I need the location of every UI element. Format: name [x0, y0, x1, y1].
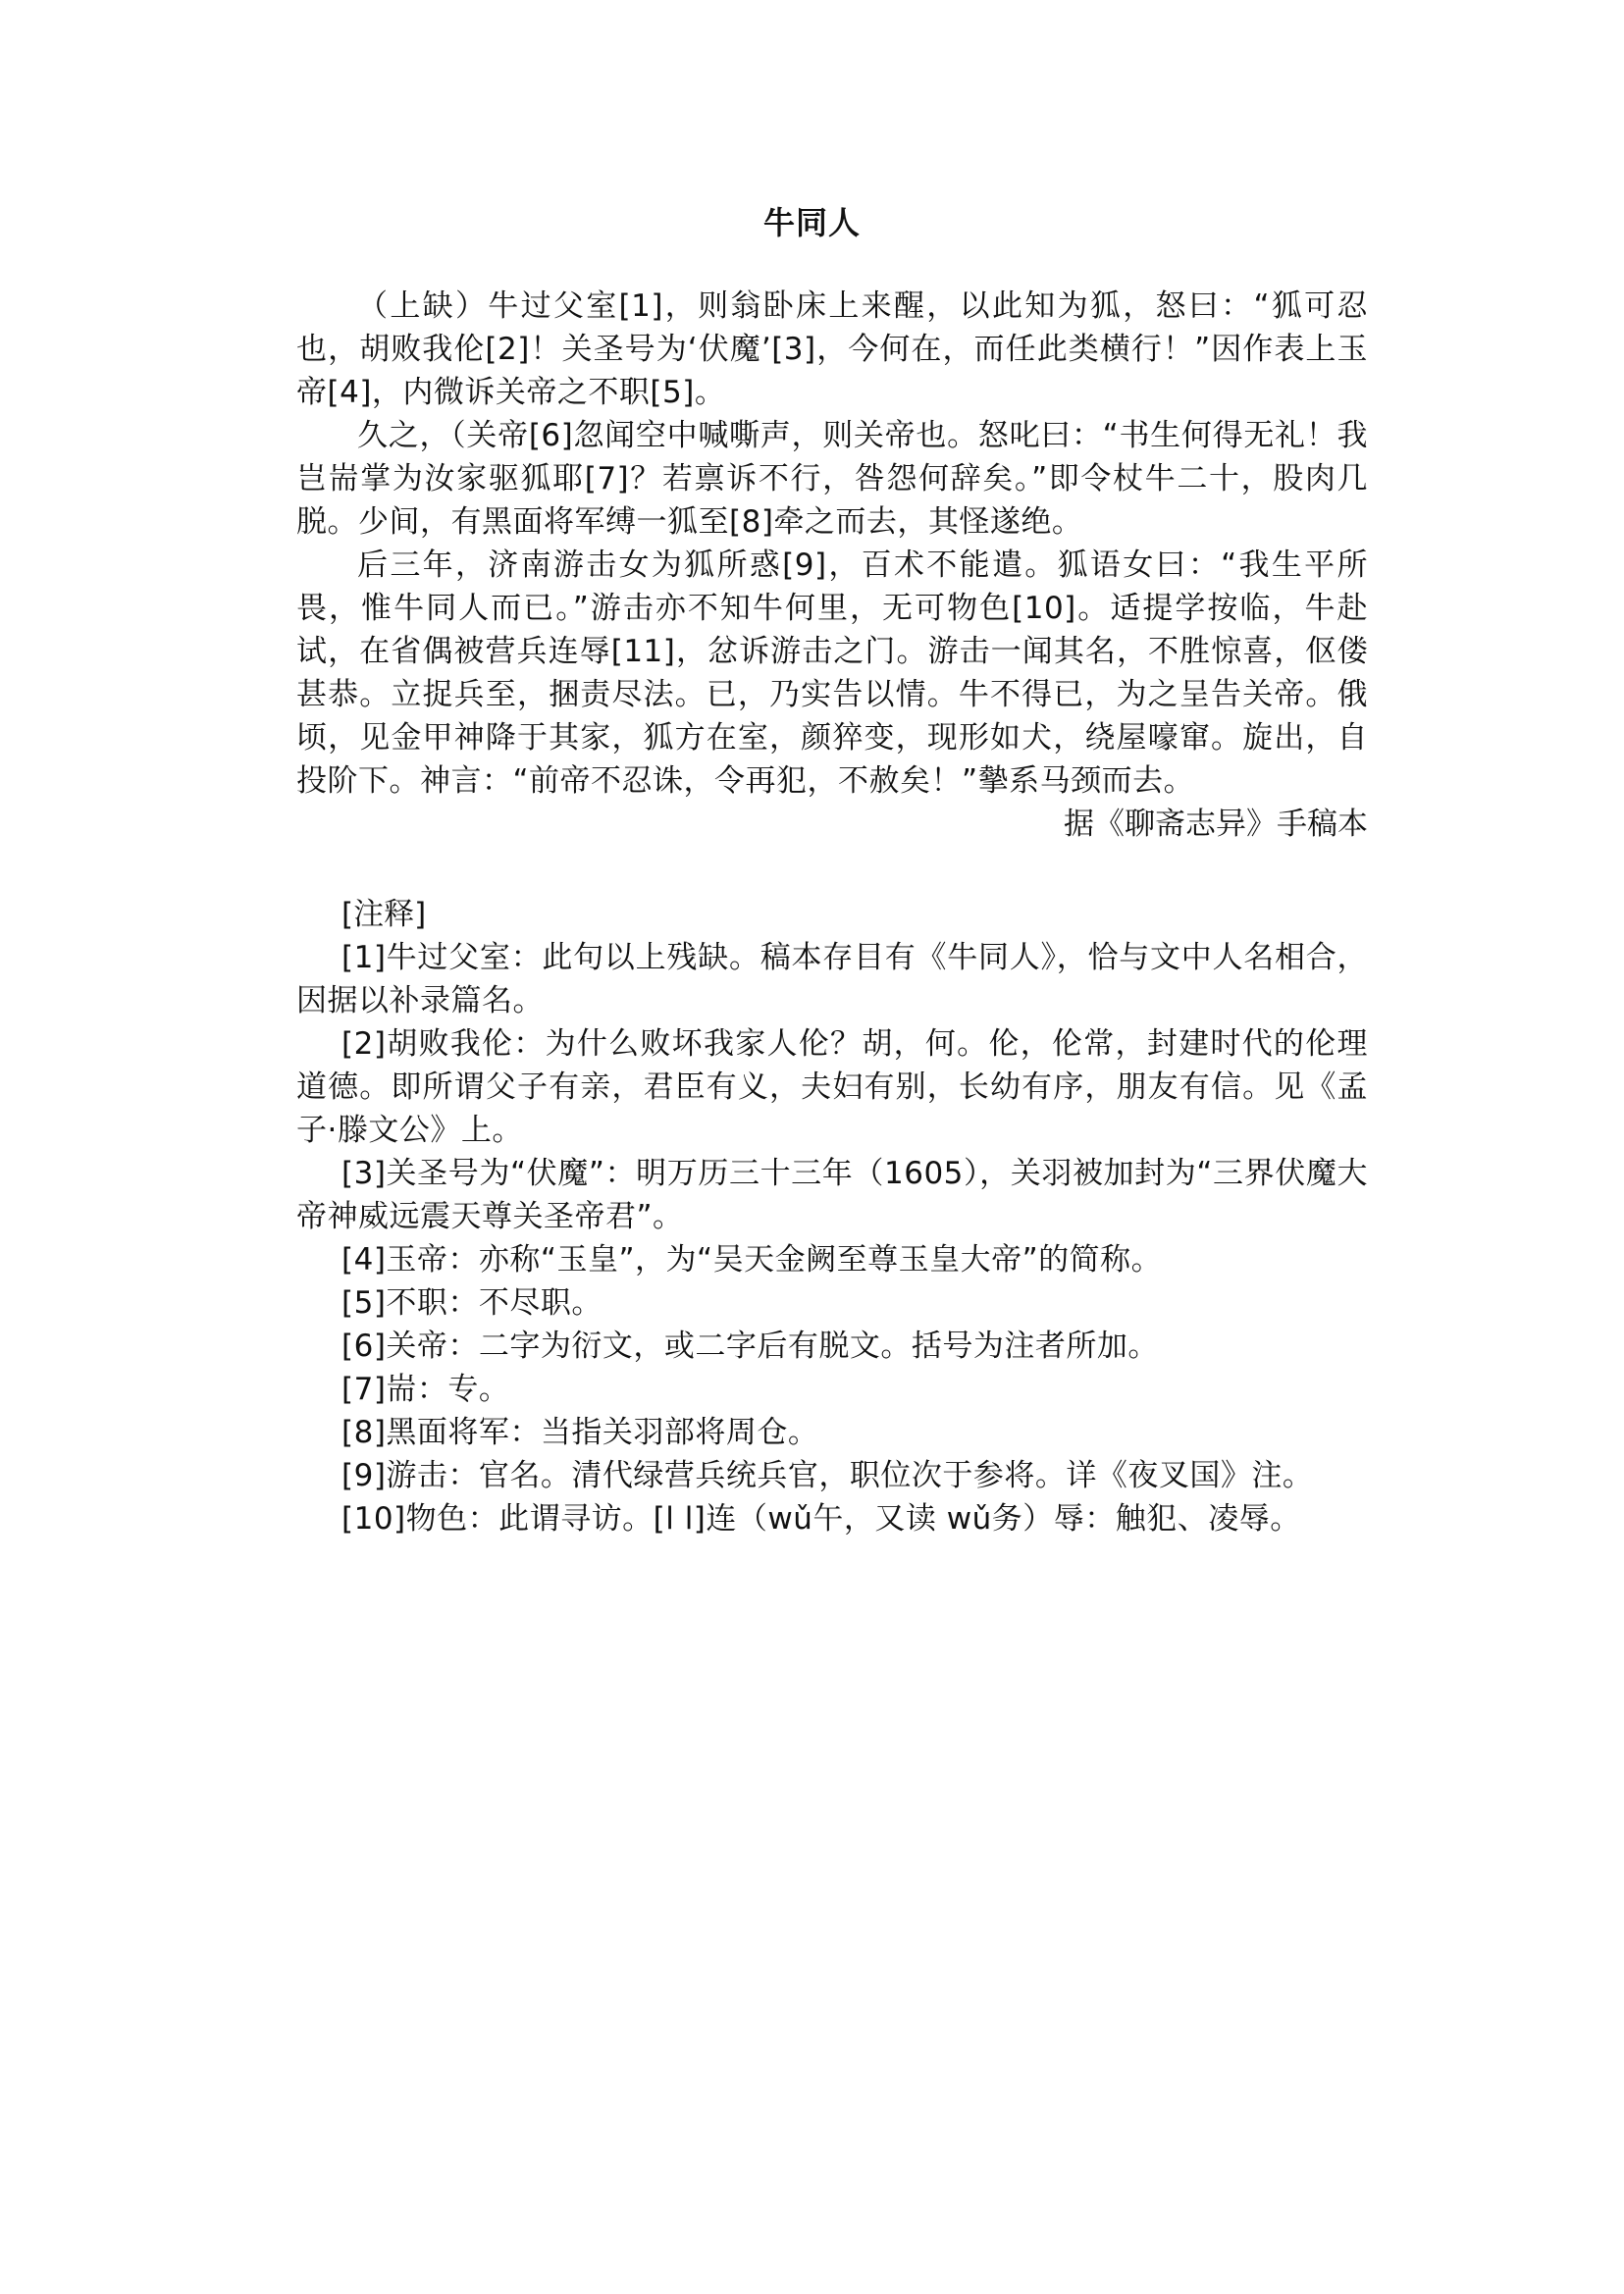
paragraph: （上缺）牛过父室[1]，则翁卧床上来醒，以此知为狐，怒曰：“狐可忍也，胡败我伦[2]！关圣号为‘伏魔’[3]，今何在，而任此类横行！”因作表上玉帝[4]，内微诉关帝之不职[5]。 — [296, 288, 1368, 410]
annotation-item: [7]耑：专。 — [341, 1372, 510, 1407]
annotation-item: [10]物色：此谓寻访。[l l]连（wǔ午，又读 wǔ务）辱：触犯、凌辱。 — [341, 1501, 1301, 1537]
annotation-item: [3]关圣号为“伏魔”：明万历三十三年（1605），关羽被加封为“三界伏魔大帝神威远震天尊关圣帝君”。 — [296, 1156, 1368, 1234]
source-citation: 据《聊斋志异》手稿本 — [1064, 807, 1368, 842]
paragraph: 后三年，济南游击女为狐所惑[9]，百术不能遣。狐语女曰：“我生平所畏，惟牛同人而已。”游击亦不知牛何里，无可物色[10]。适提学按临，牛赴试，在省偶被营兵连辱[11]，忿诉游击之门。游击一闻其名，不胜惊喜，伛偻甚恭。立捉兵至，捆责尽法。已，乃实告以情。牛不得已，为之呈告关帝。俄顷，见金甲神降于其家，狐方在室，颜猝变，现形如犬，绕屋嚎窜。旋出，自投阶下。神言：“前帝不忍诛，令再犯，不赦矣！”摰系马颈而去。 — [296, 547, 1368, 799]
main-text — [296, 285, 1368, 846]
annotation-item: [4]玉帝：亦称“玉皇”，为“吴天金阙至尊玉皇大帝”的简称。 — [341, 1242, 1163, 1277]
annotation-item: [2]胡败我伦：为什么败坏我家人伦？胡，何。伦，伦常，封建时代的伦理道德。即所谓父子有亲，君臣有义，夫妇有别，长幼有序，朋友有信。见《孟子·滕文公》上。 — [296, 1026, 1368, 1148]
paragraph: 久之，（关帝[6]忽闻空中喊嘶声，则关帝也。怒叱曰：“书生何得无礼！我岂耑掌为汝家驱狐耶[7]？若禀诉不行，咎怨何辞矣。”即令杖牛二十，股肉几脱。少间，有黑面将军缚一狐至[8]牵之而去，其怪遂绝。 — [296, 418, 1368, 540]
page-title: 牛同人 — [762, 204, 861, 241]
annotation-item: [6]关帝：二字为衍文，或二字后有脱文。括号为注者所加。 — [341, 1329, 1159, 1364]
annotations-section — [296, 893, 1368, 1540]
annotation-item: [5]不职：不尽职。 — [341, 1285, 602, 1321]
annotation-item: [8]黑面将军：当指关羽部将周仓。 — [341, 1415, 819, 1450]
annotation-item: [9]游击：官名。清代绿营兵统兵官，职位次于参将。详《夜叉国》注。 — [341, 1458, 1314, 1493]
annotation-item: [1]牛过父室：此句以上残缺。稿本存目有《牛同人》，恰与文中人名相合，因据以补录篇名。 — [296, 940, 1368, 1018]
annotations-heading: [注释] — [341, 897, 427, 932]
